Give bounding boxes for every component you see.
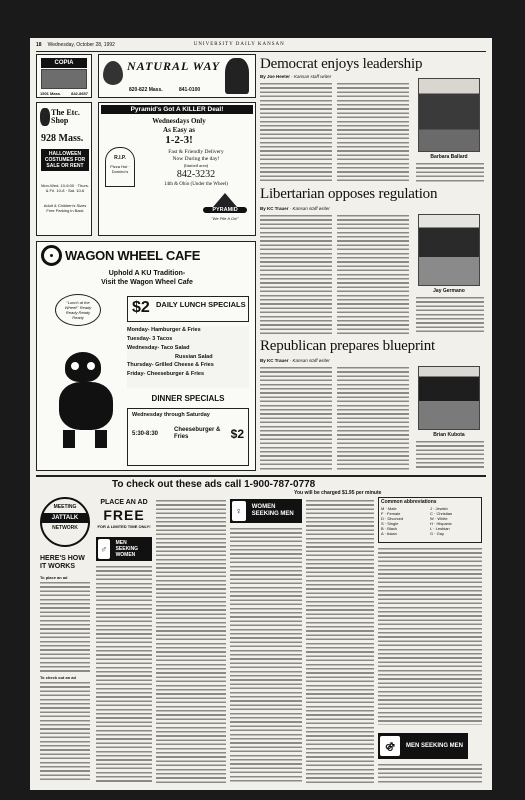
cow-illustration [57,342,123,452]
special-item: Russian Salad [175,354,213,360]
pyramid-line2: As Easy as [163,126,195,134]
pyramid-banner: Pyramid's Got A KILLER Deal! [101,105,253,114]
portrait-photo [418,78,480,152]
pyramid-line7: 14th & Ohio (Under the Wheel) [164,182,228,187]
dinner-price: $2 [230,427,244,441]
newspaper-page [30,38,492,790]
mask-icon [40,108,50,126]
lunch-special-box [127,296,249,322]
copia-address: 1501 Mass. [40,91,62,96]
dinner-item: Cheeseburger & Fries [174,427,221,440]
wagon-wheel-sub1: Uphold A KU Tradition- [108,270,186,277]
abbrev-item: G · Gay [430,531,445,536]
dinner-time: 5:30-8:30 [132,431,159,437]
leaf-icon [103,61,123,85]
ads-listing [306,499,374,783]
ads-listing [378,763,482,783]
how-sub-check: To check out an ad [40,675,76,680]
article-body [260,214,332,334]
pyramid-line4: Fast & Friendly Delivery [168,149,224,155]
pyramid-line5: Now During the day! [172,156,220,162]
paper-name: UNIVERSITY DAILY KANSAN [193,42,285,47]
wagon-wheel-title: WAGON WHEEL CAFE [65,248,201,263]
abbrev-item: A · Asian [381,531,397,536]
photo-caption: Jay Germano [433,288,465,294]
lunch-label: DAILY LUNCH SPECIALS [156,300,246,309]
etc-shop-ad [36,102,92,236]
dinner-specials-label: DINNER SPECIALS [151,394,225,403]
article-body [416,440,484,470]
article-body [337,214,409,334]
specials-list [127,326,249,388]
byline-role: Kansan staff writer [292,206,330,211]
personals-section [36,475,486,785]
abbrev-item: S · Single [381,521,399,526]
dinner-box [127,408,249,466]
photo-caption: Barbara Ballard [430,154,468,160]
pyramid-logo-text: PYRAMID [203,207,247,213]
article-body [337,82,409,182]
wheel-icon [41,245,62,266]
portrait-photo [418,366,480,430]
article-body [260,366,332,470]
how-it-works-title: HERE'S HOW IT WORKS [40,555,85,570]
lunch-price: $2 [132,299,150,316]
article-body [416,162,484,182]
portrait-photo [418,214,480,286]
logo-jattalk: JATTALK [42,513,88,523]
natural-way-title: NATURAL WAY [127,59,221,73]
pyramid-line3: 1-2-3! [165,134,193,146]
wagon-wheel-ad [36,241,256,471]
place-ad-label: PLACE AN AD [100,499,148,506]
meeting-network-logo [40,497,90,547]
dinner-days: Wednesday through Saturday [132,412,210,418]
byline-name: By KC Trauer [260,206,289,211]
etc-shop-costumes: HALLOWEEN COSTUMES FOR SALE OR RENT [41,149,89,171]
abbrev-title: Common abbreviations [381,499,437,505]
rip-title: R.I.P. [114,155,126,161]
logo-meeting: MEETING [53,504,77,510]
copia-logo: COPIA [41,58,87,68]
pyramid-shape-icon [213,193,237,207]
mm-icon: ⚣ [380,736,400,756]
pyramid-line6: (limited area) [183,163,209,168]
pyramid-phone: 842-3232 [176,169,216,180]
special-item: Tuesday- 3 Tacos [127,336,173,342]
copia-ad [36,54,92,98]
special-item: Monday- Hamburger & Fries [127,327,201,333]
abbrev-item: M · Male [381,506,397,511]
articles-column [260,56,486,471]
rip-names: Pizza Hut · Domino's [110,164,130,174]
etc-shop-hours: Mon-Wed. 10-6:00 · Thurs. & Fri. 10-8 · Sat. 10-6 [41,183,89,193]
speech-bubble-text: "Lunch at the Wheel!" Ready Ready Ready Ready [64,300,92,320]
abbrev-item: H · Hispanic [430,521,452,526]
article-body [337,366,409,470]
page-header [36,42,486,52]
abbrev-item: B · Black [381,526,398,531]
article-byline: By KC Trauer · Kansan staff writer [260,206,330,211]
speech-bubble [55,294,101,326]
article-body [416,296,484,334]
abbrev-item: W · White [430,516,448,521]
article-byline: By KC Trauer · Kansan staff writer [260,358,330,363]
etc-shop-extra: Adult & Children's Sizes Free Parking in Back [43,203,87,213]
copia-phone: 842-8657 [71,91,88,96]
copia-photo [41,69,87,89]
wm-label: WOMEN SEEKING MEN [251,504,294,517]
byline-role: Kansan staff writer [294,74,332,79]
limited-time-label: FOR A LIMITED TIME ONLY! [97,524,151,529]
special-item: Wednesday- Taco Salad [127,345,190,351]
abbrev-item: F · Female [381,511,401,516]
wm-icon: ♀ [232,501,246,521]
article-headline: Democrat enjoys leadership [260,56,423,72]
special-item: Friday- Cheeseburger & Fries [127,371,205,377]
rip-tombstone [105,147,135,187]
byline-name: By KC Trauer [260,358,289,363]
wagon-wheel-sub2: Visit the Wagon Wheel Cafe [101,279,193,286]
free-label: FREE [103,507,145,523]
mm-label: MEN SEEKING MEN [406,742,464,749]
pyramid-logo [203,193,247,223]
article-headline: Republican prepares blueprint [260,338,435,354]
ads-column [36,54,256,471]
natural-way-address: 820-822 Mass. [129,87,163,93]
natural-way-phone: 841-0100 [179,87,201,93]
abbrev-item: C · Christian [430,511,453,516]
ads-listing [156,499,226,783]
woman-silhouette-icon [225,58,249,94]
ads-listing [378,547,482,725]
mw-icon: ♂ [98,539,110,559]
article-body [260,82,332,182]
pyramid-line1: Wednesdays Only [152,117,206,125]
photo-caption: Brian Kubota [433,432,465,438]
etc-shop-address: 928 Mass. [41,133,84,144]
how-sub-place: To place an ad [40,575,68,580]
abbrev-item: J · Jewish [430,506,448,511]
women-seeking-men-banner [230,499,302,523]
byline-role: Kansan staff writer [292,358,330,363]
ads-listing [96,565,152,783]
mw-label: MEN SEEKING WOMEN [115,540,139,558]
page-date: Wednesday, October 28, 1992 [47,42,115,48]
abbrev-item: D · Divorced [381,516,404,521]
special-item: Thursday- Grilled Cheese & Fries [127,362,214,368]
natural-way-ad [98,54,256,98]
pyramid-tagline: "We Pile It On!" [211,216,239,221]
how-body [40,581,90,673]
article-headline: Libertarian opposes regulation [260,186,438,202]
article-byline: By Joe Heeter · Kansan staff writer [260,74,332,79]
how-body [40,681,90,783]
abbrev-item: L · Lesbian [430,526,450,531]
logo-network: NETWORK [52,525,78,531]
pyramid-ad [98,102,256,236]
abbreviations-box [378,497,482,543]
byline-name: By Joe Heeter [260,74,291,79]
page-number: 18 [36,42,42,48]
men-seeking-men-banner [378,733,468,759]
men-seeking-women-banner [96,537,152,561]
personals-headline: To check out these ads call 1-900-787-0778 [112,479,316,490]
personals-subhead: You will be charged $1.95 per minute [294,490,382,496]
ads-listing [230,527,302,783]
etc-shop-title: The Etc. Shop [51,108,80,125]
